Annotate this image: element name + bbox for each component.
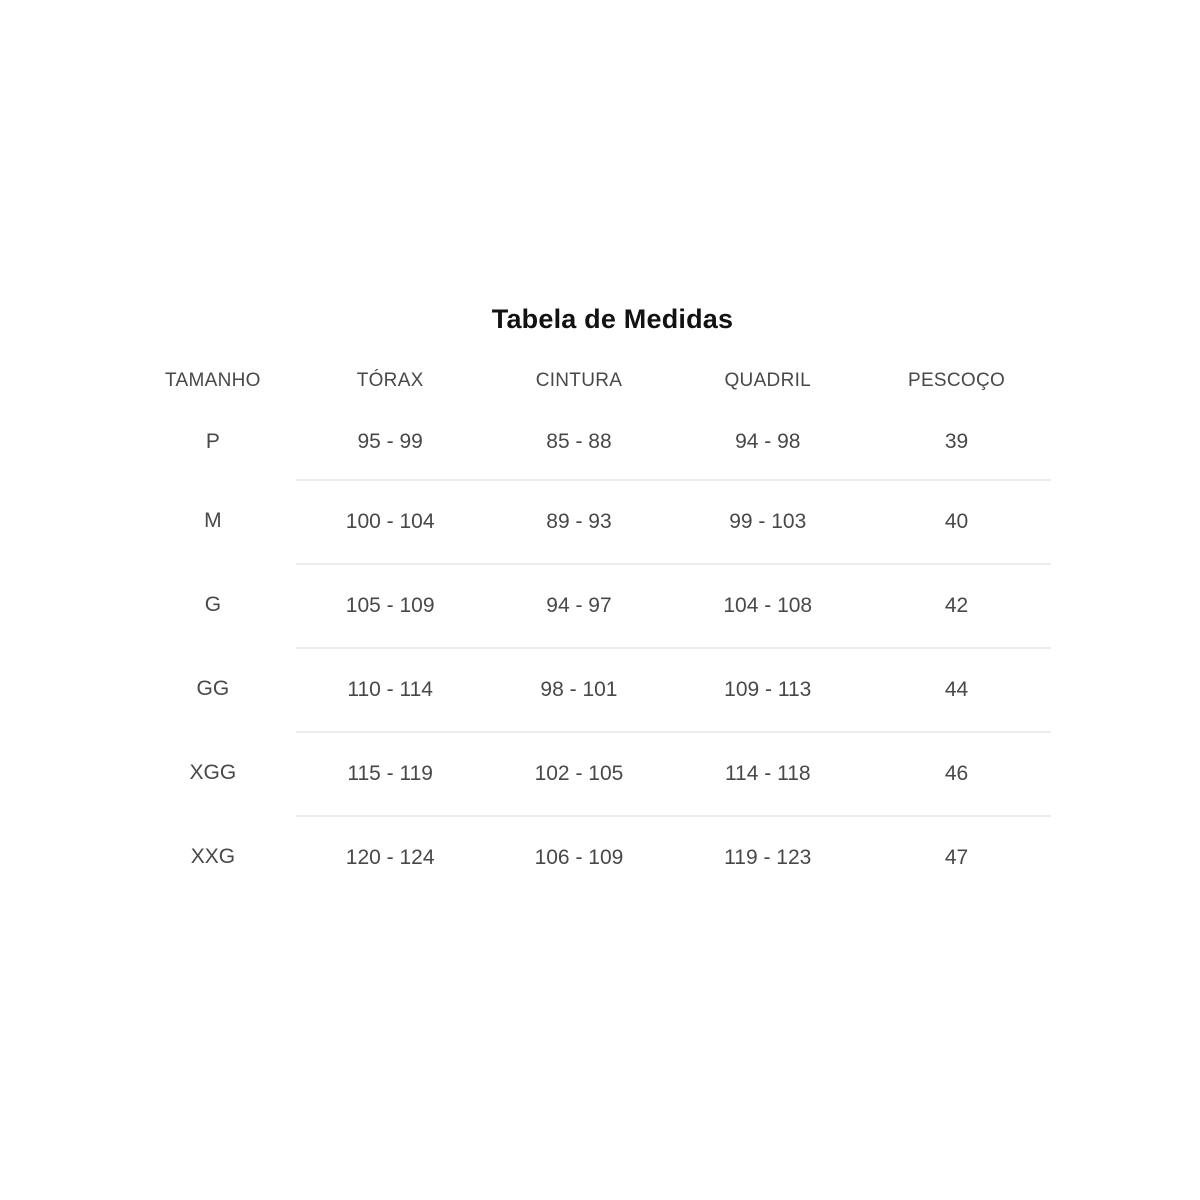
cintura-value: 85 - 88 bbox=[546, 430, 612, 453]
torax-value: 100 - 104 bbox=[296, 479, 485, 563]
size-chart bbox=[130, 305, 1051, 899]
header-cell-pescoco: PESCOÇO bbox=[907, 370, 1006, 391]
page-title: Tabela de Medidas bbox=[491, 304, 734, 334]
table-row-g bbox=[130, 563, 1051, 647]
pescoco-value: 39 bbox=[944, 430, 969, 453]
cintura-value: 94 - 97 bbox=[485, 563, 674, 647]
table-header-row bbox=[130, 357, 1051, 405]
quadril-value: 109 - 113 bbox=[673, 647, 862, 731]
pescoco-value: 47 bbox=[862, 815, 1051, 899]
size-label: G bbox=[204, 593, 222, 616]
table-row-m bbox=[130, 479, 1051, 563]
torax-value: 115 - 119 bbox=[296, 731, 485, 815]
header-cell-torax: TÓRAX bbox=[356, 370, 424, 391]
cintura-value: 102 - 105 bbox=[485, 731, 674, 815]
table-row-xgg bbox=[130, 731, 1051, 815]
table-row-p bbox=[130, 405, 1051, 479]
header-cell-tamanho: TAMANHO bbox=[165, 370, 261, 391]
header-cell-quadril: QUADRIL bbox=[724, 370, 812, 391]
pescoco-value: 42 bbox=[862, 563, 1051, 647]
header-cell-cintura: CINTURA bbox=[535, 370, 623, 391]
cintura-value: 98 - 101 bbox=[485, 647, 674, 731]
quadril-value: 94 - 98 bbox=[735, 430, 801, 453]
cintura-value: 106 - 109 bbox=[485, 815, 674, 899]
torax-value: 120 - 124 bbox=[296, 815, 485, 899]
quadril-value: 119 - 123 bbox=[673, 815, 862, 899]
size-label: GG bbox=[196, 677, 230, 700]
size-label: XGG bbox=[189, 761, 237, 784]
cintura-value: 89 - 93 bbox=[485, 479, 674, 563]
size-label: P bbox=[205, 430, 220, 453]
pescoco-value: 46 bbox=[862, 731, 1051, 815]
torax-value: 105 - 109 bbox=[296, 563, 485, 647]
table-row-gg bbox=[130, 647, 1051, 731]
quadril-value: 99 - 103 bbox=[673, 479, 862, 563]
size-table bbox=[130, 357, 1051, 899]
quadril-value: 114 - 118 bbox=[673, 731, 862, 815]
pescoco-value: 40 bbox=[862, 479, 1051, 563]
table-row-xxg bbox=[130, 815, 1051, 899]
quadril-value: 104 - 108 bbox=[673, 563, 862, 647]
torax-value: 95 - 99 bbox=[357, 430, 423, 453]
size-label: M bbox=[204, 509, 222, 532]
torax-value: 110 - 114 bbox=[296, 647, 485, 731]
pescoco-value: 44 bbox=[862, 647, 1051, 731]
size-label: XXG bbox=[190, 845, 236, 868]
